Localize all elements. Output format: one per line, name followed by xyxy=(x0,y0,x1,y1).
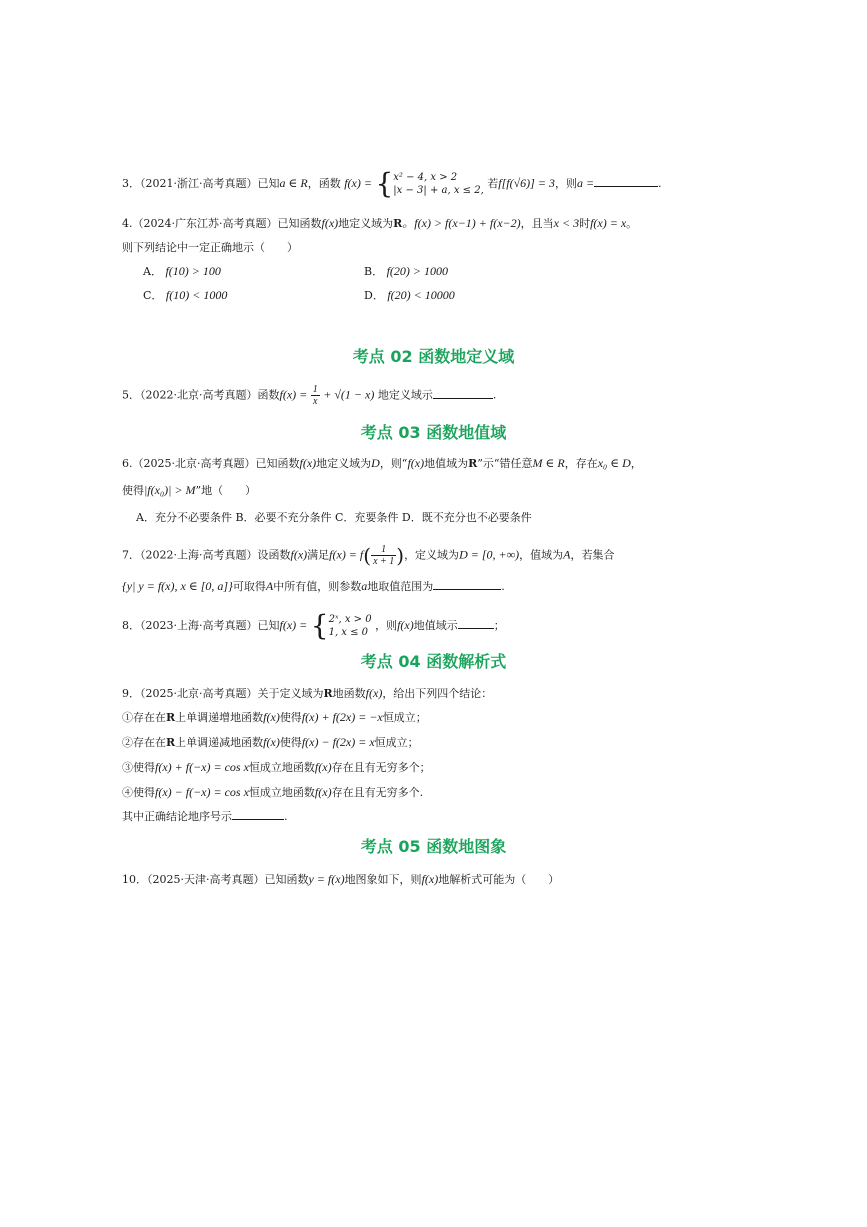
question-4-line-1 xyxy=(122,216,637,231)
q4-option-a[interactable] xyxy=(143,264,221,279)
section-heading-05: 考点 05 函数地图象 xyxy=(360,837,507,856)
q6-prefix: 6.（2025·北京·高考真题）已知函数 xyxy=(122,457,300,470)
q9-statement-1 xyxy=(122,710,427,725)
q8-function-2: f(x) xyxy=(397,618,414,632)
q9-s4-end: 存在且有无穷多个. xyxy=(331,786,424,799)
q5-sqrt-term: + √(1 − x) xyxy=(323,387,375,402)
q9-s1-real-set: R xyxy=(166,711,176,724)
q7-function: f(x) xyxy=(290,547,308,562)
q9-final xyxy=(122,810,288,824)
q7-numerator: 1 xyxy=(371,544,396,556)
q5-numerator: 1 xyxy=(312,384,318,395)
q5-suffix: 地定义域示 xyxy=(377,388,433,402)
section-heading-04: 考点 04 函数解析式 xyxy=(360,652,507,671)
q4-when: 时 xyxy=(579,217,591,230)
q6-m-in-r: M ∈ R xyxy=(532,456,565,470)
q7-line2-mid: 可取得 xyxy=(232,580,266,593)
q4-option-c-label: C． xyxy=(143,289,163,302)
q9-statement-2 xyxy=(122,735,419,750)
q7-line2-rest-2: 地取值范围为 xyxy=(367,580,434,593)
q6-end-1: ， xyxy=(630,457,642,470)
q4-option-b[interactable] xyxy=(364,264,448,279)
q4-prefix: 4.（2024·广东江苏·高考真题）已知函数 xyxy=(122,217,322,230)
q9-s1-function: f(x) xyxy=(263,710,280,724)
q7-rest: ，定义域为 xyxy=(404,548,460,562)
q6-x0: x₀ ∈ D xyxy=(597,456,631,470)
q9-s2-mid-2: 使得 xyxy=(279,736,302,749)
q9-mid: 地函数 xyxy=(332,687,366,700)
q4-end: 。 xyxy=(626,217,638,230)
q5-fraction xyxy=(311,384,320,407)
q5-function: f(x) = xyxy=(279,387,308,402)
q9-real-set: R xyxy=(323,687,333,700)
q3-case-1: x² − 4, x > 2 xyxy=(393,172,458,183)
q4-option-c-text: f(10) < 1000 xyxy=(165,288,228,302)
q4-option-a-text: f(10) > 100 xyxy=(165,264,221,278)
q9-final-end: . xyxy=(284,810,288,823)
q4-equation: f(x) = x xyxy=(590,216,627,230)
q8-function: f(x) = xyxy=(279,618,308,632)
q3-condition: a ∈ R xyxy=(279,176,308,190)
q5-end: . xyxy=(492,388,497,402)
q7-domain: D = [0, +∞) xyxy=(459,547,520,562)
q3-answer-blank[interactable] xyxy=(594,186,658,187)
q8-suffix: 地值域示 xyxy=(413,619,458,632)
q6-domain: D xyxy=(371,456,380,470)
q7-line2-a: A xyxy=(265,579,274,593)
q9-s2-pre: ②存在在 xyxy=(122,736,166,749)
q7-rest-2: ，值域为 xyxy=(519,548,564,562)
q6-rest-4: ，存在 xyxy=(564,457,598,470)
q9-s2-mid: 上单调递减地函数 xyxy=(175,736,264,749)
q9-final-text: 其中正确结论地序号示 xyxy=(122,810,232,823)
q8-case-2: 1, x ≤ 0 xyxy=(328,627,369,638)
q9-s1-mid-2: 使得 xyxy=(279,711,302,724)
question-10 xyxy=(122,872,559,887)
question-3: 3．（2021·浙江·高考真题）已知a ∈ R，函数 f(x) = { x² − 4, x > 2 |x − 3| + a, x ≤ 2, 若f[f(√6)] = 3，则a = . xyxy=(122,167,662,200)
q3-function: f(x) = xyxy=(344,176,372,190)
q3-prefix: 3．（2021·浙江·高考真题）已知 xyxy=(122,177,280,190)
q4-option-d-text: f(20) < 10000 xyxy=(387,288,455,302)
question-7-line-1: 7．（2022·上海·高考真题）设函数f(x)满足f(x) = f( $\frac{1}{x + 1}$ )，定义域为D = [0, +∞)，值域为A，若集合 xyxy=(122,543,615,568)
q9-statement-4 xyxy=(122,785,423,800)
q9-s1-mid: 上单调递增地函数 xyxy=(175,711,264,724)
q7-mid: 满足 xyxy=(307,548,330,562)
q7-end-1: ，若集合 xyxy=(570,548,615,562)
question-5 xyxy=(122,384,496,407)
q9-s1-pre: ①存在在 xyxy=(122,711,166,724)
section-heading-03: 考点 03 函数地值域 xyxy=(360,423,507,442)
q6-function: f(x) xyxy=(299,456,317,470)
q6-inequality: |f(x₀)| > M xyxy=(144,483,196,497)
q7-set: {y| y = f(x), x ∈ [0, a]} xyxy=(122,579,233,593)
q4-condition: 。f(x) > f(x−1) + f(x−2) xyxy=(402,216,521,230)
q6-line2-prefix: 使得 xyxy=(122,484,144,497)
q7-answer-blank[interactable] xyxy=(433,589,501,590)
section-heading-02: 考点 02 函数地定义域 xyxy=(352,347,515,366)
q9-answer-blank[interactable] xyxy=(232,819,284,820)
q7-line2-rest: 中所有值，则参数 xyxy=(273,580,362,593)
question-4-line-2: 则下列结论中一定正确地示（ ） xyxy=(122,241,298,254)
question-8: 8．（2023·上海·高考真题）已知f(x) = { 2ˣ, x > 0 1, x ≤ 0 ，则f(x)地值域示 ； xyxy=(122,609,505,642)
q4-function: f(x) xyxy=(321,216,339,230)
q7-fraction xyxy=(371,544,396,567)
q4-option-a-label: A． xyxy=(143,265,162,278)
q6-line2-end: ”地（ ） xyxy=(195,484,257,497)
q4-mid: 地定义域为 xyxy=(338,217,394,230)
q3-expression: f[f(√6)] = 3 xyxy=(498,176,555,190)
q8-answer-blank[interactable] xyxy=(458,628,494,629)
q9-s1-end: 恒成立； xyxy=(382,711,427,724)
q9-s2-real-set: R xyxy=(166,736,176,749)
q9-s3-equation: f(x) + f(−x) = cos x xyxy=(155,760,249,774)
q7-parameter: a xyxy=(361,579,368,593)
q8-mid: ，则 xyxy=(375,619,398,632)
q3-piecewise xyxy=(393,171,483,197)
q5-answer-blank[interactable] xyxy=(433,398,493,399)
q9-s3-mid: 恒成立地函数 xyxy=(248,761,315,774)
q4-option-b-text: f(20) > 1000 xyxy=(386,264,449,278)
q10-mid: 地图象如下，则 xyxy=(344,873,422,886)
q9-s4-equation: f(x) − f(−x) = cos x xyxy=(155,785,249,799)
q10-end: 地解析式可能为（ ） xyxy=(438,873,560,886)
q9-s2-function: f(x) xyxy=(263,735,280,749)
q4-option-d[interactable] xyxy=(364,288,455,303)
question-9-intro xyxy=(122,686,492,701)
question-6-line-2 xyxy=(122,483,256,498)
question-6-line-1 xyxy=(122,456,642,471)
q6-mid: 地定义域为 xyxy=(316,457,372,470)
q3-case-2: |x − 3| + a, x ≤ 2, xyxy=(393,185,484,196)
q6-options[interactable]: A．充分不必要条件 B．必要不充分条件 C．充要条件 D．既不充分也不必要条件 xyxy=(136,511,532,524)
question-7-line-2 xyxy=(122,579,505,594)
q4-option-d-label: D． xyxy=(364,289,384,302)
q3-answer-label: a = xyxy=(576,176,595,190)
q3-then: ，则 xyxy=(554,177,577,190)
q9-s2-end: 恒成立； xyxy=(374,736,419,749)
q6-function-2: f(x) xyxy=(407,456,425,470)
q4-condition-2: x < 3 xyxy=(553,216,580,230)
q9-prefix: 9．（2025·北京·高考真题）关于定义域为 xyxy=(122,687,324,700)
q7-prefix: 7．（2022·上海·高考真题）设函数 xyxy=(122,548,291,562)
q9-function: f(x) xyxy=(365,686,383,700)
q8-prefix: 8．（2023·上海·高考真题）已知 xyxy=(122,619,280,632)
q4-option-b-label: B． xyxy=(364,265,384,278)
q5-prefix: 5．（2022·北京·高考真题）函数 xyxy=(122,388,280,402)
q9-s3-function: f(x) xyxy=(314,760,332,774)
q9-end: ，给出下列四个结论： xyxy=(382,687,493,700)
q9-s1-equation: f(x) + f(2x) = −x xyxy=(301,710,383,724)
q3-mid: ，函数 xyxy=(307,177,341,190)
q6-rest-3: ”示“错任意 xyxy=(477,457,533,470)
q9-s2-equation: f(x) − f(2x) = x xyxy=(301,735,375,749)
q9-statement-3 xyxy=(122,760,431,775)
q9-s4-pre: ④使得 xyxy=(122,786,155,799)
q9-s3-pre: ③使得 xyxy=(122,761,155,774)
q8-end: ； xyxy=(493,619,505,632)
q7-range: A xyxy=(563,547,571,562)
q7-end-2: . xyxy=(501,580,505,593)
q7-equation: f(x) = f xyxy=(329,547,364,562)
q3-end: . xyxy=(658,177,662,190)
q8-piecewise xyxy=(329,613,372,639)
q6-rest-2: 地值域为 xyxy=(424,457,469,470)
q8-case-1: 2ˣ, x > 0 xyxy=(328,614,372,625)
q6-rest-1: ，则“ xyxy=(379,457,408,470)
q5-denominator: x xyxy=(313,396,318,407)
q7-denominator: x + 1 xyxy=(373,556,395,567)
q10-function: f(x) xyxy=(421,872,439,886)
q6-real-set: R xyxy=(468,457,478,470)
q10-prefix: 10．（2025·天津·高考真题）已知函数 xyxy=(122,873,309,886)
q4-option-c[interactable] xyxy=(143,288,227,303)
q3-if: 若 xyxy=(487,177,499,190)
q9-s4-function: f(x) xyxy=(314,785,332,799)
q9-s4-mid: 恒成立地函数 xyxy=(248,786,315,799)
q4-tail: ，且当 xyxy=(520,217,554,230)
q9-s3-end: 存在且有无穷多个； xyxy=(331,761,431,774)
q10-equation: y = f(x) xyxy=(308,872,345,886)
q4-real-set: R xyxy=(393,217,403,230)
